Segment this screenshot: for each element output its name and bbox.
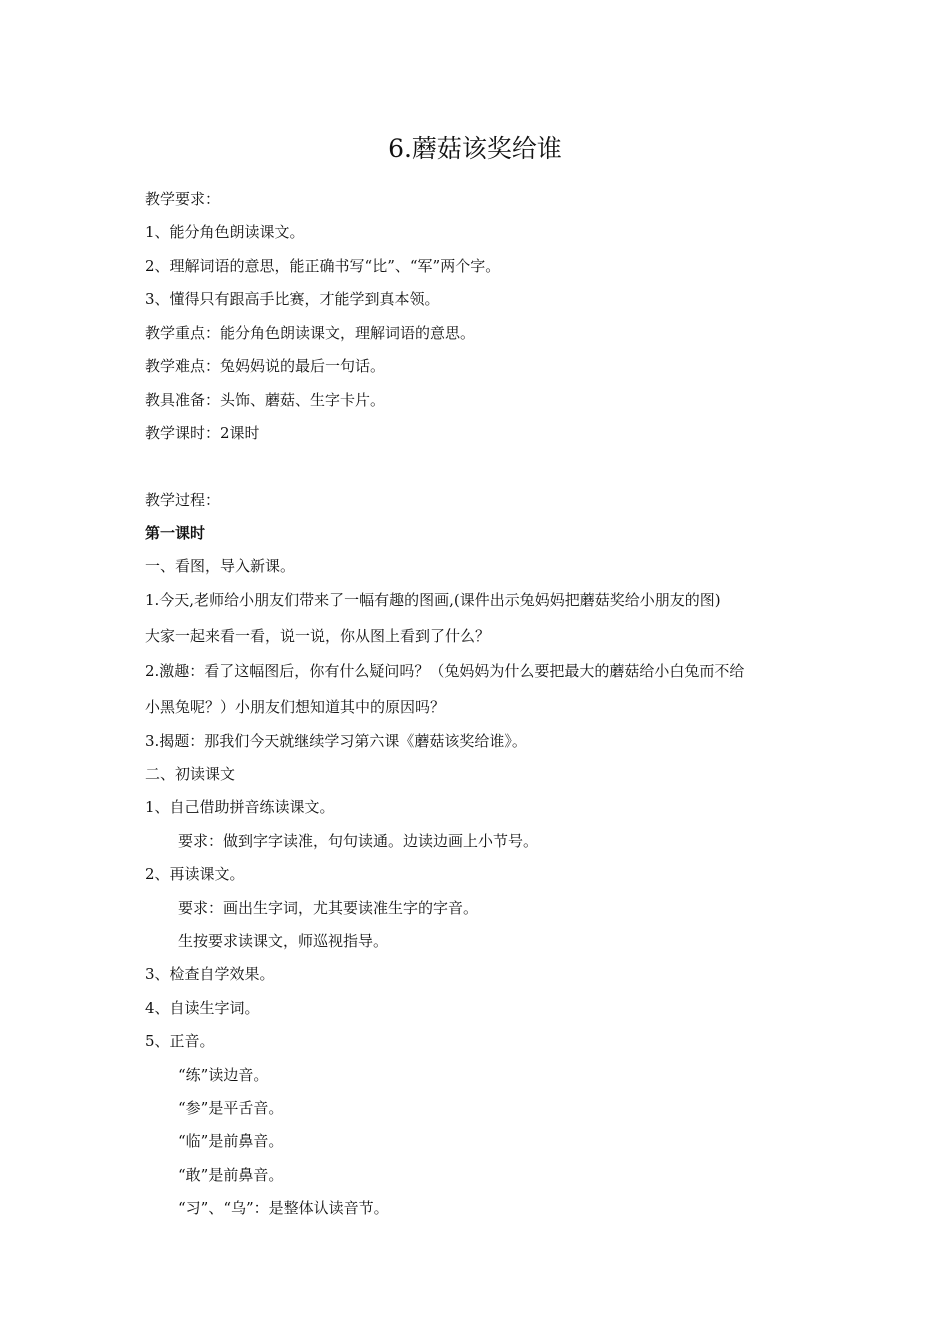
requirements-heading: 教学要求： (145, 190, 221, 208)
paragraph-line: 2.激趣：看了这幅图后，你有什么疑问吗？（兔妈妈为什么要把最大的蘑菇给小白兔而不给 (145, 662, 745, 680)
section-heading: 一、看图，导入新课。 (145, 557, 296, 575)
step-item: 5、正音。 (145, 1032, 215, 1050)
step-item: 1、自己借助拼音练读课文。 (145, 798, 335, 816)
step-item: 2、再读课文。 (145, 865, 245, 883)
pronunciation-note: “敢”是前鼻音。 (178, 1166, 284, 1184)
page-title: 6.蘑菇该奖给谁 (388, 134, 562, 163)
pronunciation-note: “习”、“乌”：是整体认读音节。 (178, 1199, 389, 1217)
requirement-item: 2、理解词语的意思，能正确书写“比”、“军”两个字。 (145, 257, 501, 275)
key-points: 教学重点：能分角色朗读课文，理解词语的意思。 (145, 324, 476, 342)
requirement-item: 1、能分角色朗读课文。 (145, 223, 305, 241)
paragraph-line: 1.今天,老师给小朋友们带来了一幅有趣的图画,(课件出示兔妈妈把蘑菇奖给小朋友的图) (145, 591, 721, 609)
difficulty: 教学难点：兔妈妈说的最后一句话。 (145, 357, 386, 375)
paragraph-line: 大家一起来看一看，说一说，你从图上看到了什么？ (145, 627, 491, 645)
pronunciation-note: “练”读边音。 (178, 1066, 269, 1084)
class-hours: 教学课时：2课时 (145, 424, 260, 442)
step-note: 要求：画出生字词，尤其要读准生字的字音。 (178, 899, 479, 917)
paragraph-line: 小黑兔呢？）小朋友们想知道其中的原因吗？ (145, 698, 446, 716)
materials: 教具准备：头饰、蘑菇、生字卡片。 (145, 391, 386, 409)
pronunciation-note: “参”是平舌音。 (178, 1099, 284, 1117)
step-note: 要求：做到字字读准，句句读通。边读边画上小节号。 (178, 832, 539, 850)
section-heading: 二、初读课文 (145, 765, 236, 783)
step-item: 3、检查自学效果。 (145, 965, 275, 983)
pronunciation-note: “临”是前鼻音。 (178, 1132, 284, 1150)
process-heading: 教学过程： (145, 491, 221, 509)
lesson-heading: 第一课时 (145, 524, 206, 542)
requirement-item: 3、懂得只有跟高手比赛，才能学到真本领。 (145, 290, 440, 308)
step-note: 生按要求读课文，师巡视指导。 (178, 932, 389, 950)
paragraph-line: 3.揭题：那我们今天就继续学习第六课《蘑菇该奖给谁》。 (145, 732, 527, 750)
step-item: 4、自读生字词。 (145, 999, 260, 1017)
